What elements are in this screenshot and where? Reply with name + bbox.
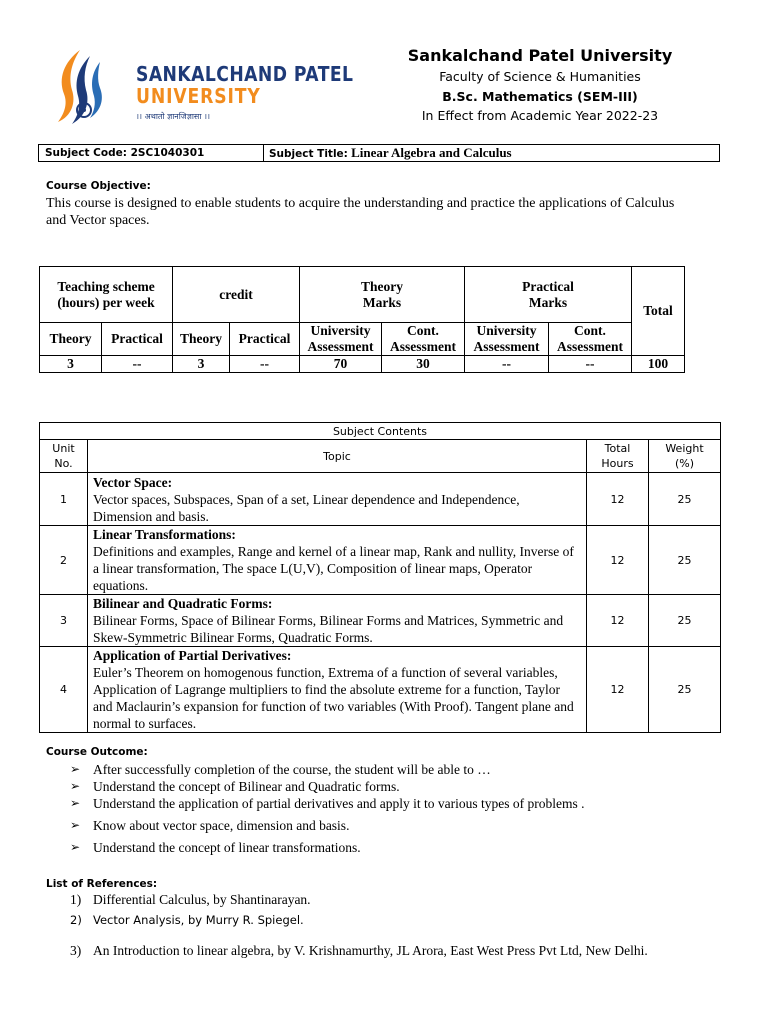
outcome-text: Know about vector space, dimension and basis. (93, 818, 350, 833)
weight-header (649, 440, 721, 473)
sub-credit-practical: Practical (230, 323, 300, 356)
total-header: Total (632, 267, 685, 356)
topic-cell (88, 526, 587, 595)
value-cell: 100 (632, 356, 685, 373)
outcome-text: Understand the application of partial derivatives and apply it to various types of problems . (93, 796, 585, 811)
list-item (70, 796, 585, 818)
topic-text: Vector spaces, Subspaces, Span of a set, Linear dependence and Independence, Dimension and basis. (93, 491, 520, 524)
reference-number: 3) (70, 943, 82, 958)
subject-title-label: Subject Title: (269, 148, 348, 160)
objective-text: This course is designed to enable students to acquire the understanding and practice the applications of Calculus and Vector spaces. (46, 196, 675, 228)
arrow-bullet-icon: ➢ (70, 762, 81, 776)
unit-header-label: Unit No. (52, 442, 75, 470)
practical-marks-label: Practical Marks (522, 278, 574, 310)
value-cell: 70 (300, 356, 382, 373)
reference-text: Differential Calculus, by Shantinarayan. (93, 892, 311, 907)
outcome-list (70, 762, 585, 857)
sub-credit-theory: Theory (173, 323, 230, 356)
credit-header: credit (173, 267, 300, 323)
sub-practical-univ: University Assessment (465, 323, 549, 356)
topic-title: Vector Space: (93, 474, 173, 490)
unit-no: 1 (40, 473, 88, 526)
topic-cell (88, 595, 587, 647)
effect-year: In Effect from Academic Year 2022-23 (421, 108, 659, 123)
table-row (40, 595, 721, 647)
topic-title: Application of Partial Derivatives: (93, 648, 292, 663)
topic-title: Linear Transformations: (93, 527, 236, 542)
arrow-bullet-icon: ➢ (70, 840, 81, 854)
topic-title: Bilinear and Quadratic Forms: (93, 596, 273, 611)
topic-cell (88, 647, 587, 733)
value-cell: 3 (40, 356, 102, 373)
theory-marks-label: Theory Marks (361, 278, 403, 310)
outcome-heading: Course Outcome: (46, 746, 148, 758)
reference-text: Vector Analysis, by Murry R. Spiegel. (93, 913, 304, 927)
outcome-text: Understand the concept of Bilinear and Quadratic forms. (93, 779, 400, 794)
weight-header-label: Weight (%) (665, 442, 704, 470)
outcome-text: After successfully completion of the course, the student will be able to … (93, 762, 491, 777)
program-name: B.Sc. Mathematics (SEM-III) (442, 88, 638, 104)
subject-code: Subject Code: 2SC1040301 (39, 145, 264, 161)
value-cell: -- (549, 356, 632, 373)
practical-marks-header (465, 267, 632, 323)
sub-theory-univ: University Assessment (300, 323, 382, 356)
unit-header (40, 440, 88, 473)
references-heading: List of References: (46, 878, 158, 890)
sub-theory-cont: Cont. Assessment (382, 323, 465, 356)
hours-header (587, 440, 649, 473)
weight-cell: 25 (649, 595, 721, 647)
sub-practical: Practical (102, 323, 173, 356)
subject-title: Linear Algebra and Calculus (351, 145, 512, 160)
weight-cell: 25 (649, 647, 721, 733)
hours-cell: 12 (587, 473, 649, 526)
value-cell: 3 (173, 356, 230, 373)
outcome-text: Understand the concept of linear transformations. (93, 840, 361, 855)
logo-motto: ।। अथातो ज्ञानजिज्ञासा ।। (136, 112, 211, 121)
unit-no: 2 (40, 526, 88, 595)
contents-caption: Subject Contents (40, 423, 721, 440)
subject-contents-table (39, 422, 721, 733)
sub-practical-cont: Cont. Assessment (549, 323, 632, 356)
arrow-bullet-icon: ➢ (70, 779, 81, 793)
arrow-bullet-icon: ➢ (70, 818, 81, 832)
hours-header-label: Total Hours (601, 442, 634, 470)
list-item (70, 762, 585, 779)
university-name: Sankalchand Patel University (407, 46, 673, 65)
subject-bar (38, 144, 720, 162)
topic-text: Bilinear Forms, Space of Bilinear Forms, Bilinear Forms and Matrices, Symmetric and Skew-Symmetric Bilinear Forms, Quadratic Forms. (93, 613, 564, 645)
document-header (390, 45, 690, 126)
teaching-scheme-table (39, 266, 685, 373)
table-row (40, 473, 721, 526)
value-cell: -- (465, 356, 549, 373)
subject-title-cell (264, 145, 719, 161)
reference-number: 2) (70, 913, 82, 927)
value-cell: -- (102, 356, 173, 373)
unit-no: 3 (40, 595, 88, 647)
objective-heading: Course Objective: (46, 180, 151, 192)
topic-text: Euler’s Theorem on homogenous function, Extrema of a function of several variables, Application of Lagrange multipliers to find the absolute extreme for a function, Taylor and Maclaurin’s expansion for function of two variables (With Proof). Tangent plane and normal to surfaces. (93, 665, 574, 731)
table-row (40, 526, 721, 595)
faculty-name: Faculty of Science & Humanities (439, 69, 641, 84)
weight-cell: 25 (649, 526, 721, 595)
logo-wordmark-line2: UNIVERSITY (136, 84, 261, 108)
table-row (40, 647, 721, 733)
hours-cell: 12 (587, 595, 649, 647)
theory-marks-header (300, 267, 465, 323)
university-logo-icon (50, 46, 110, 126)
list-item (70, 892, 650, 912)
list-item (70, 818, 585, 840)
topic-header: Topic (88, 440, 587, 473)
value-cell: 30 (382, 356, 465, 373)
topic-text: Definitions and examples, Range and kernel of a linear map, Rank and nullity, Inverse of a linear transformation, The space L(U,V), Composition of linear maps, Operator equations. (93, 544, 574, 593)
arrow-bullet-icon: ➢ (70, 796, 81, 810)
logo-wordmark-line1: SANKALCHAND PATEL (136, 62, 354, 86)
sub-theory: Theory (40, 323, 102, 356)
weight-cell: 25 (649, 473, 721, 526)
reference-number: 1) (70, 892, 82, 907)
teaching-scheme-header: Teaching scheme (hours) per week (40, 267, 173, 323)
topic-cell (88, 473, 587, 526)
list-item (70, 942, 650, 959)
references-list (70, 892, 650, 959)
unit-no: 4 (40, 647, 88, 733)
hours-cell: 12 (587, 647, 649, 733)
value-cell: -- (230, 356, 300, 373)
hours-cell: 12 (587, 526, 649, 595)
list-item (70, 840, 585, 857)
list-item (70, 912, 650, 942)
reference-text: An Introduction to linear algebra, by V. Krishnamurthy, JL Arora, East West Press Pvt Ltd, New Delhi. (93, 943, 648, 958)
list-item (70, 779, 585, 796)
